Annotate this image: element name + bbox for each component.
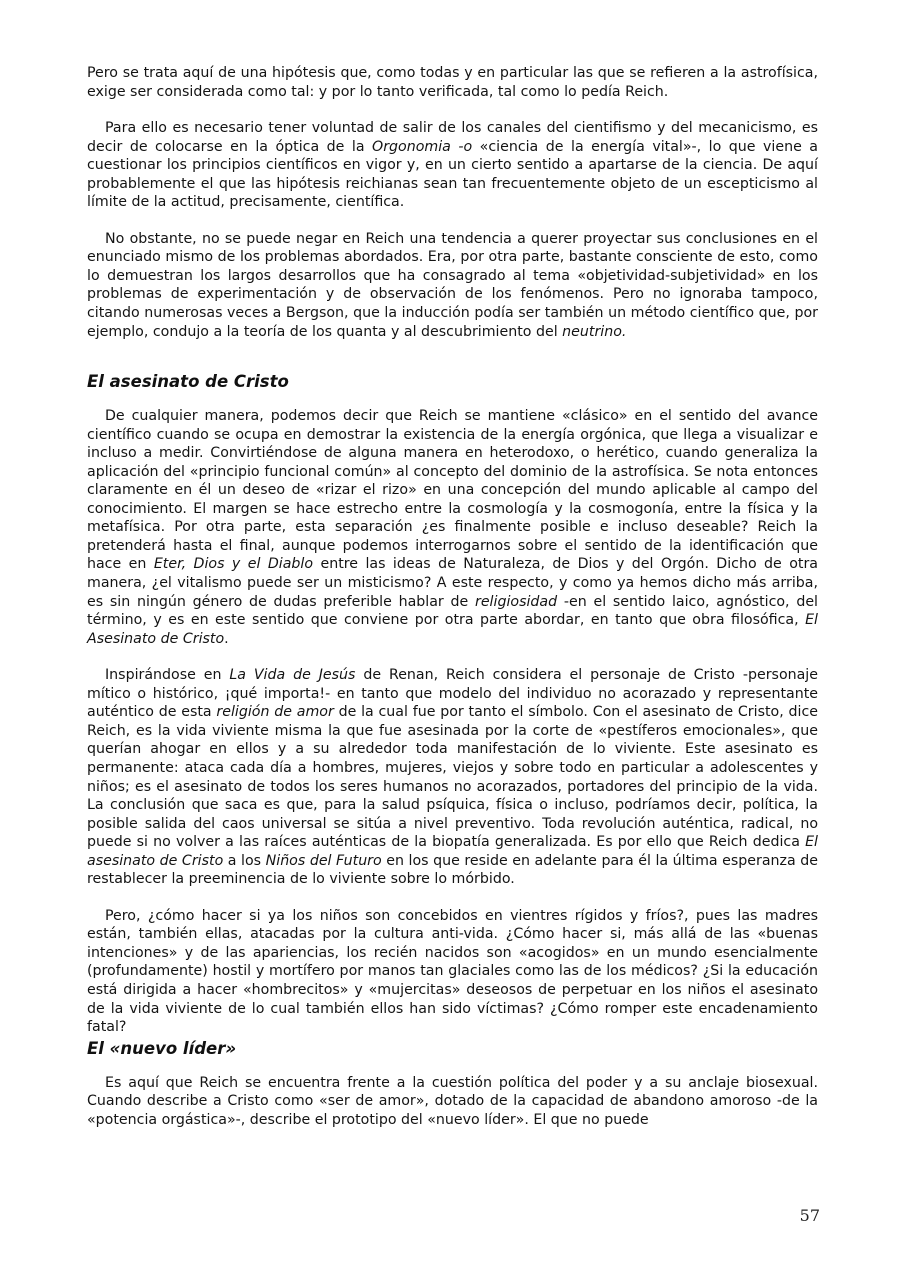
section-heading-nuevo-lider: El «nuevo líder»	[87, 1038, 237, 1058]
text-run: -en el sentido laico, agnóstico, del término, y es en este sentido que conviene por otra parte abordar, en tanto que obra filosófica,	[87, 593, 818, 629]
text-run: «ciencia de la energía vital»-, lo que viene a cuestionar los principios científicos en vigor y, en un cierto sentido a apartarse de la ciencia. De aquí probablemente el que las hipótesis reichianas sean tan frecuentemente objeto de un escepticismo al límite de la actitud, precisamente, científica.	[87, 138, 819, 211]
emphasis-orgonomia: Orgonomia -o	[372, 138, 473, 155]
section-heading-asesinato: El asesinato de Cristo	[87, 372, 289, 392]
emphasis-neutrino: neutrino.	[562, 323, 627, 340]
paragraph-clasico	[87, 407, 818, 648]
text-run: .	[224, 630, 229, 647]
emphasis-asesinato-cristo: El Asesinato de Cristo	[87, 612, 818, 647]
text-run: de Renan, Reich considera el personaje de Cristo -personaje mítico o histórico, ¡qué importa!- en tanto que modelo del individuo no acorazado y representante auténtico de esta	[87, 667, 818, 721]
emphasis-religion-amor: religión de amor	[216, 704, 334, 721]
paragraph-poder: Es aquí que Reich se encuentra frente a la cuestión política del poder y a su anclaje biosexual. Cuando describe a Cristo como «ser de amor», dotado de la capacidad de abandono amoroso -de la «potencia orgástica»-, describe el prototipo del «nuevo líder». El que no puede	[87, 1074, 818, 1128]
emphasis-eter-dios-diablo: Eter, Dios y el Diablo	[153, 556, 314, 573]
paragraph-no-obstante	[87, 230, 818, 341]
text-run: en los que reside en adelante para él la última esperanza de restablecer la preeminencia de lo viviente sobre lo mórbido.	[87, 852, 818, 888]
text-run: De cualquier manera, podemos decir que Reich se mantiene «clásico» en el sentido del avance científico cuando se ocupa en demostrar la existencia de la energía orgónica, que llega a visualizar e incluso a medir. Convirtiéndose de alguna manera en heterodoxo, o herético, cuando generaliza la aplicación del «principio funcional común» al concepto del dominio de la astrofísica. Se nota entonces claramente en él un deseo de «rizar el rizo» en una concepción del mundo aplicable al campo del conocimiento. El margen se hace estrecho entre la cosmología y la cosmogonía, entre la física y la metafísica. Por otra parte, esta separación ¿es finalmente posible e incluso deseable? Reich la pretenderá hasta el final, aunque podemos interrogarnos sobre el sentido de la identificación que hace en	[87, 408, 818, 573]
page-body	[87, 64, 818, 1129]
text-run: Para ello es necesario tener voluntad de salir de los canales del cientifismo y del mecanicismo, es decir de colocarse en la óptica de la	[87, 120, 818, 155]
text-run: a los	[223, 852, 266, 869]
emphasis-asesinato-cristo-2: El asesinato de Cristo	[87, 834, 818, 869]
emphasis-vida-jesus: La Vida de Jesús	[229, 667, 356, 684]
text-run: Inspirándose en	[105, 667, 230, 684]
text-run: entre las ideas de Naturaleza, de Dios y del Orgón. Dicho de otra manera, ¿el vitalismo puede ser un misticismo? A este respecto, y como ya hemos dicho más arriba, es sin ningún género de dudas preferible hablar de	[87, 556, 818, 610]
emphasis-ninos-futuro: Niños del Futuro	[265, 852, 382, 869]
paragraph-orgonomia	[87, 119, 818, 212]
page-number: 57	[799, 1206, 820, 1225]
paragraph-ninos: Pero, ¿cómo hacer si ya los niños son concebidos en vientres rígidos y fríos?, pues las madres están, también ellas, atacadas por la cultura anti-vida. ¿Cómo hacer si, más allá de las «buenas intenciones» y de las apariencias, los recién nacidos son «acogidos» en un mundo esencialmente (profundamente) hostil y mortífero por manos tan glaciales como las de los médicos? ¿Si la educación está dirigida a hacer «hombrecitos» y «mujercitas» deseosos de perpetuar en los niños el asesinato de la vida viviente de lo cual también ellos han sido víctimas? ¿Cómo romper este encadenamiento fatal?	[87, 907, 818, 1036]
paragraph-hipotesis: Pero se trata aquí de una hipótesis que, como todas y en particular las que se refieren a la astrofísica, exige ser considerada como tal: y por lo tanto verificada, tal como lo pedía Reich.	[87, 65, 818, 100]
text-run: No obstante, no se puede negar en Reich una tendencia a querer proyectar sus conclusiones en el enunciado mismo de los problemas abordados. Era, por otra parte, bastante consciente de esto, como lo demuestran los largos desarrollos que ha consagrado al tema «objetividad-subjetividad» en los problemas de experimentación y de observación de los fenómenos. Pero no ignoraba tampoco, citando numerosas veces a Bergson, que la inducción podía ser también un método científico que, por ejemplo, condujo a la teoría de los quanta y al descubrimiento del	[87, 230, 818, 340]
text-run: de la cual fue por tanto el símbolo. Con el asesinato de Cristo, dice Reich, es la vida viviente misma la que fue asesinada por la corte de «pestíferos emocionales», que querían ahogar en ellos y a su alrededor toda manifestación de lo viviente. Este asesinato es permanente: ataca cada día a hombres, mujeres, viejos y sobre todo en particular a adolescentes y niños; es el asesinato de todos los seres humanos no acorazados, portadores del principio de la vida. La conclusión que saca es que, para la salud psíquica, física o incluso, podríamos decir, política, la posible salida del caos universal se sitúa a nivel preventivo. Toda revolución auténtica, radical, no puede si no volver a las raíces auténticas de la biopatía generalizada. Es por ello que Reich dedica	[87, 704, 818, 851]
paragraph-renan	[87, 666, 818, 889]
emphasis-religiosidad: religiosidad	[475, 593, 558, 610]
